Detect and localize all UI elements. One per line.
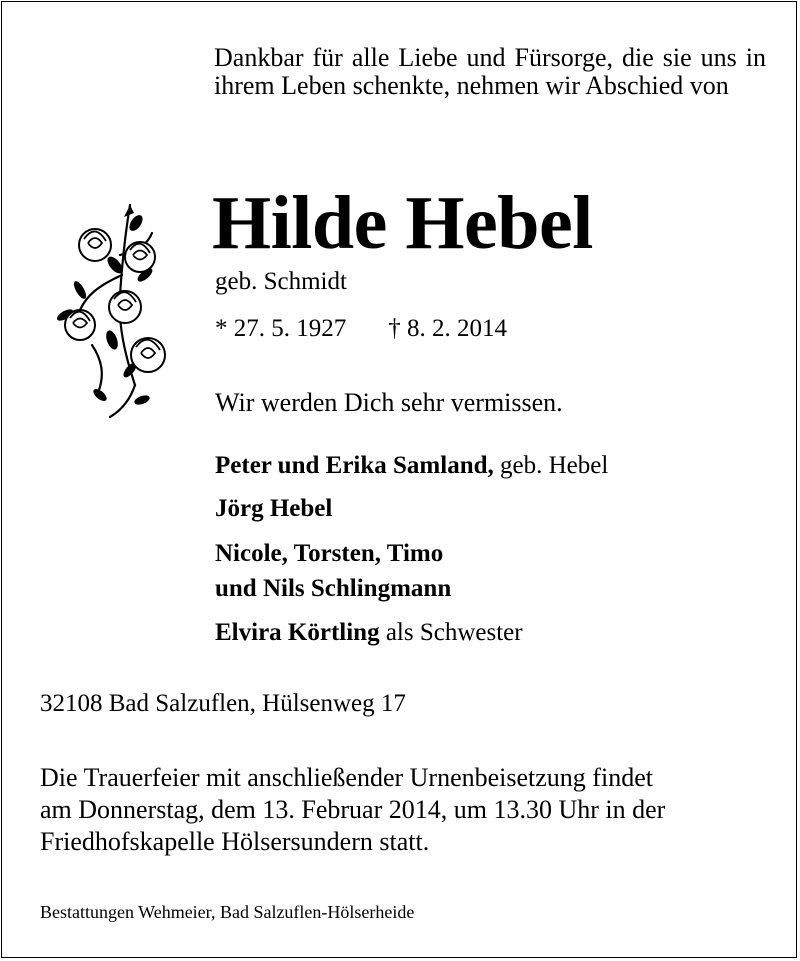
service-info [40, 762, 760, 858]
mourner-suffix: als Schwester [379, 619, 523, 646]
birth-date: * 27. 5. 1927 [215, 315, 347, 342]
mourner-line [215, 575, 451, 603]
service-line: Die Trauerfeier mit anschließender Urnenbeisetzung findet [40, 763, 653, 792]
mourner-line [215, 540, 443, 568]
deceased-name: Hilde Hebel [212, 181, 593, 265]
mourner-name: Jörg Hebel [215, 495, 333, 522]
mourner-suffix: geb. Hebel [493, 452, 609, 479]
mourner-name: Elvira Körtling [215, 619, 380, 646]
mourner-name: Nicole, Torsten, Timo [215, 540, 444, 567]
intro-text: Dankbar für alle Liebe und Fürsorge, die sie uns in ihrem Leben schenkte, nehmen wir Abschied von [214, 43, 766, 100]
death-date: † 8. 2. 2014 [388, 315, 507, 342]
roses-icon [30, 195, 170, 420]
service-line: Friedhofskapelle Hölsersundern statt. [40, 827, 430, 856]
undertaker: Bestattungen Wehmeier, Bad Salzuflen-Hölserheide [40, 902, 415, 922]
life-dates [215, 315, 507, 343]
mourner-line [215, 619, 523, 647]
service-line: am Donnerstag, dem 13. Februar 2014, um 13.30 Uhr in der [40, 795, 666, 824]
mourner-line [215, 495, 332, 523]
mourner-line [215, 452, 608, 480]
mourner-name: und Nils Schlingmann [215, 575, 452, 602]
maiden-name: geb. Schmidt [215, 268, 347, 295]
farewell-text: Wir werden Dich sehr vermissen. [215, 388, 563, 417]
address: 32108 Bad Salzuflen, Hülsenweg 17 [40, 690, 406, 717]
mourner-name: Peter und Erika Samland, [215, 452, 494, 479]
